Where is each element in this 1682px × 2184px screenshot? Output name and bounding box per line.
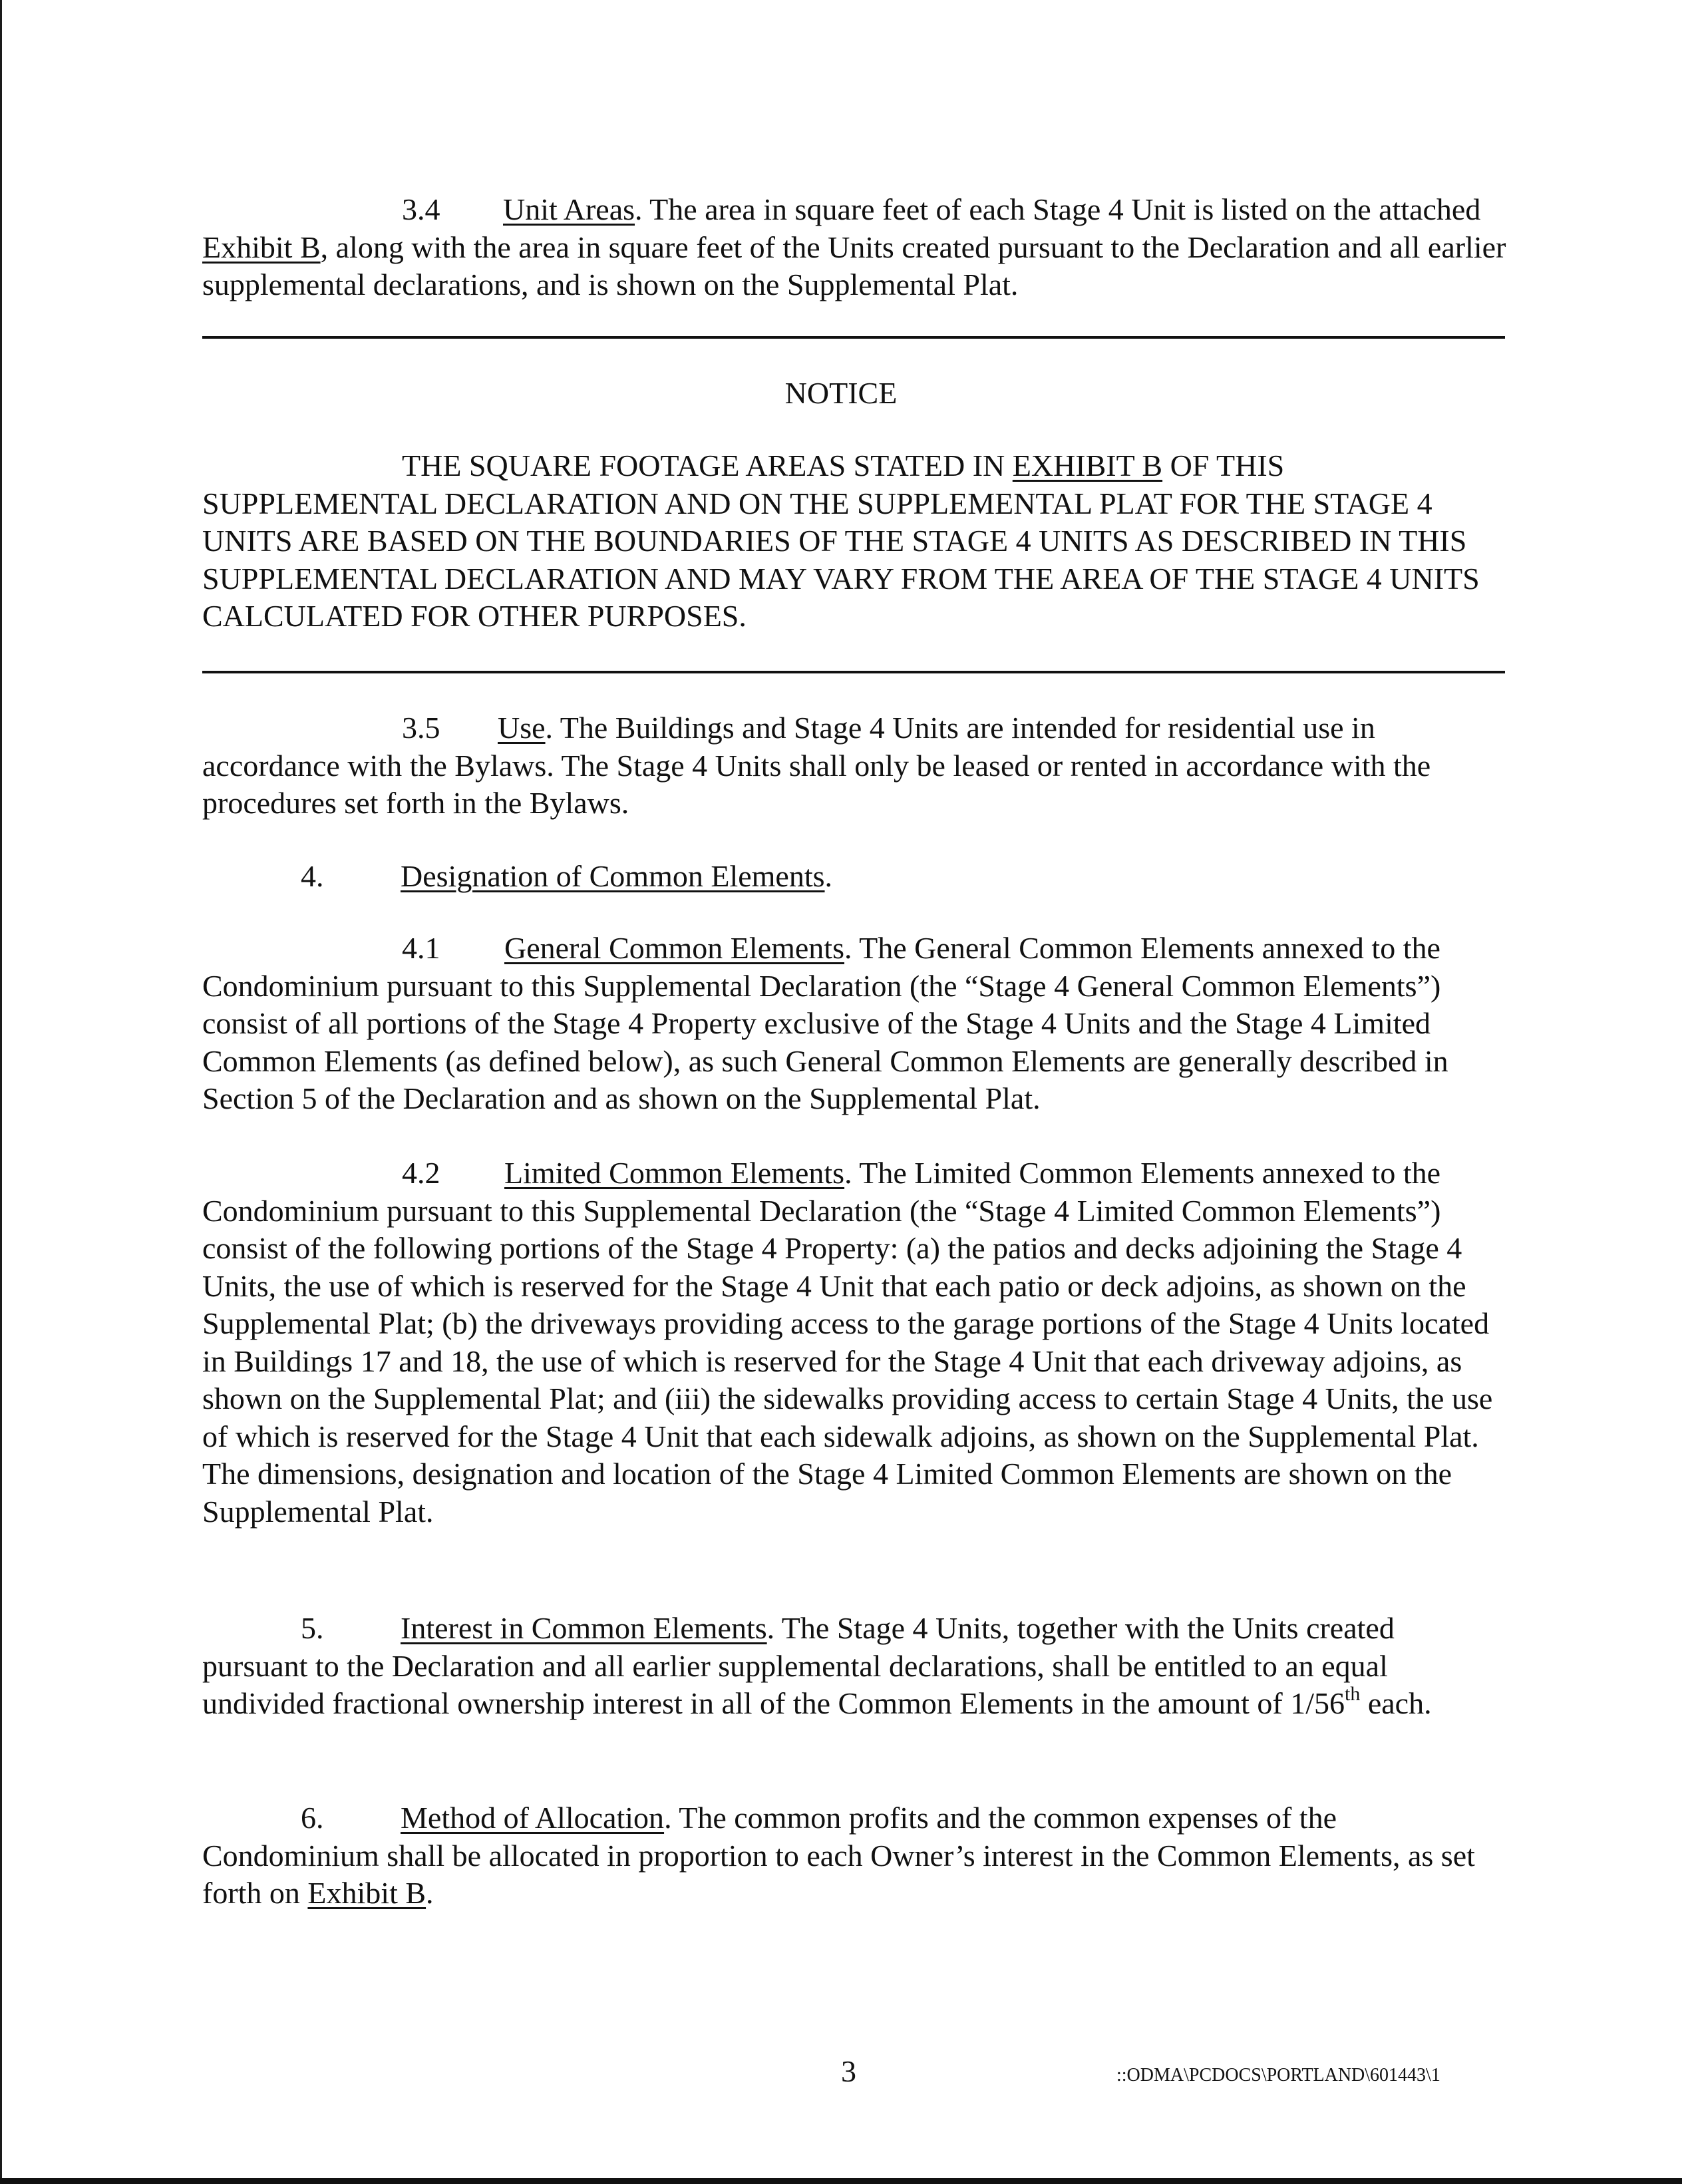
exhibit-reference: Exhibit B [202, 230, 321, 264]
notice-body [202, 447, 1506, 636]
section-heading: Limited Common Elements [504, 1156, 845, 1190]
exhibit-reference: EXHIBIT B [1012, 449, 1163, 482]
document-path: ::ODMA\PCDOCS\PORTLAND\601443\1 [1116, 2065, 1440, 2086]
section-text: each. [1360, 1686, 1432, 1720]
section-text: . The Limited Common Elements annexed to the Condominium pursuant to this Supplemental Declaration (the “Stage 4 Limited Common Elements”) consist of the following portions of the Stage 4 Property: (a) the patios and decks adjoining the Stage 4 Units, the use of which is reserved for the Stage 4 Unit that each patio or deck adjoins, as shown on the Supplemental Plat; (b) the driveways providing access to the garage portions of the Stage 4 Units located in Buildings 17 and 18, the use of which is reserved for the Stage 4 Unit that each driveway adjoins, as shown on the Supplemental Plat; and (iii) the sidewalks providing access to certain Stage 4 Units, the use of which is reserved for the Stage 4 Unit that each sidewalk adjoins, as shown on the Supplemental Plat. The dimensions, designation and location of the Stage 4 Limited Common Elements are shown on the Supplemental Plat. [202, 1156, 1493, 1529]
section-number: 4.2 [402, 1156, 440, 1190]
section-heading: Use [498, 711, 546, 745]
section-text: . The Buildings and Stage 4 Units are intended for residential use in accordance with the Bylaws. The Stage 4 Units shall only be leased or rented in accordance with the procedures set forth in the Bylaws. [202, 711, 1431, 820]
section-4 [202, 858, 1506, 896]
section-text: . The General Common Elements annexed to the Condominium pursuant to this Supplemental Declaration (the “Stage 4 General Common Elements”) consist of all portions of the Stage 4 Property exclusive of the Stage 4 Units and the Stage 4 Limited Common Elements (as defined below), as such General Common Elements are generally described in Section 5 of the Declaration and as shown on the Supplemental Plat. [202, 931, 1448, 1115]
exhibit-reference: Exhibit B [307, 1876, 426, 1910]
section-3-4 [202, 191, 1506, 304]
page-number: 3 [841, 2054, 856, 2088]
section-heading: Method of Allocation [401, 1801, 665, 1835]
section-text: . The area in square feet of each Stage 4 Unit is listed on the attached [635, 192, 1481, 226]
scan-edge-bottom [0, 2178, 1682, 2184]
section-heading: Unit Areas [503, 192, 635, 226]
section-number: 6. [301, 1801, 324, 1835]
ordinal-suffix: th [1344, 1682, 1361, 1705]
section-text: . The common profits and the common expenses of the Condominium shall be allocated in proportion to each Owner’s interest in the Common Elements, as set forth on [202, 1801, 1475, 1910]
section-text: . The Stage 4 Units, together with the Units created pursuant to the Declaration and all earlier supplemental declarations, shall be entitled to an equal undivided fractional ownership interest in all of the Common Elements in the amount of 1/56 [202, 1611, 1395, 1720]
section-heading: General Common Elements [504, 931, 844, 965]
section-3-5 [202, 709, 1506, 822]
section-number: 3.4 [402, 192, 440, 226]
section-4-2 [202, 1155, 1506, 1531]
section-5 [202, 1610, 1506, 1723]
notice-text: THE SQUARE FOOTAGE AREAS STATED IN [402, 449, 1013, 482]
section-text: . [426, 1876, 434, 1910]
scan-edge-left [0, 0, 2, 2184]
section-text: . [824, 859, 833, 893]
section-number: 5. [301, 1611, 324, 1645]
notice-rule-bottom [202, 671, 1505, 673]
section-number: 3.5 [402, 711, 440, 745]
section-4-1 [202, 930, 1506, 1118]
notice-rule-top [202, 336, 1505, 339]
section-text: , along with the area in square feet of the Units created pursuant to the Declaration and all earlier supplemental declarations, and is shown on the Supplemental Plat. [202, 230, 1506, 301]
notice-text: OF THIS SUPPLEMENTAL DECLARATION AND ON THE SUPPLEMENTAL PLAT FOR THE STAGE 4 UNITS ARE BASED ON THE BOUNDARIES OF THE STAGE 4 UNITS AS DESCRIBED IN THIS SUPPLEMENTAL DECLARATION AND MAY VARY FROM THE AREA OF THE STAGE 4 UNITS CALCULATED FOR OTHER PURPOSES. [202, 449, 1480, 633]
notice-title: NOTICE [784, 376, 898, 410]
section-heading: Designation of Common Elements [401, 859, 825, 893]
section-number: 4. [301, 859, 324, 893]
section-heading: Interest in Common Elements [401, 1611, 767, 1645]
section-number: 4.1 [402, 931, 440, 965]
section-6 [202, 1799, 1506, 1912]
